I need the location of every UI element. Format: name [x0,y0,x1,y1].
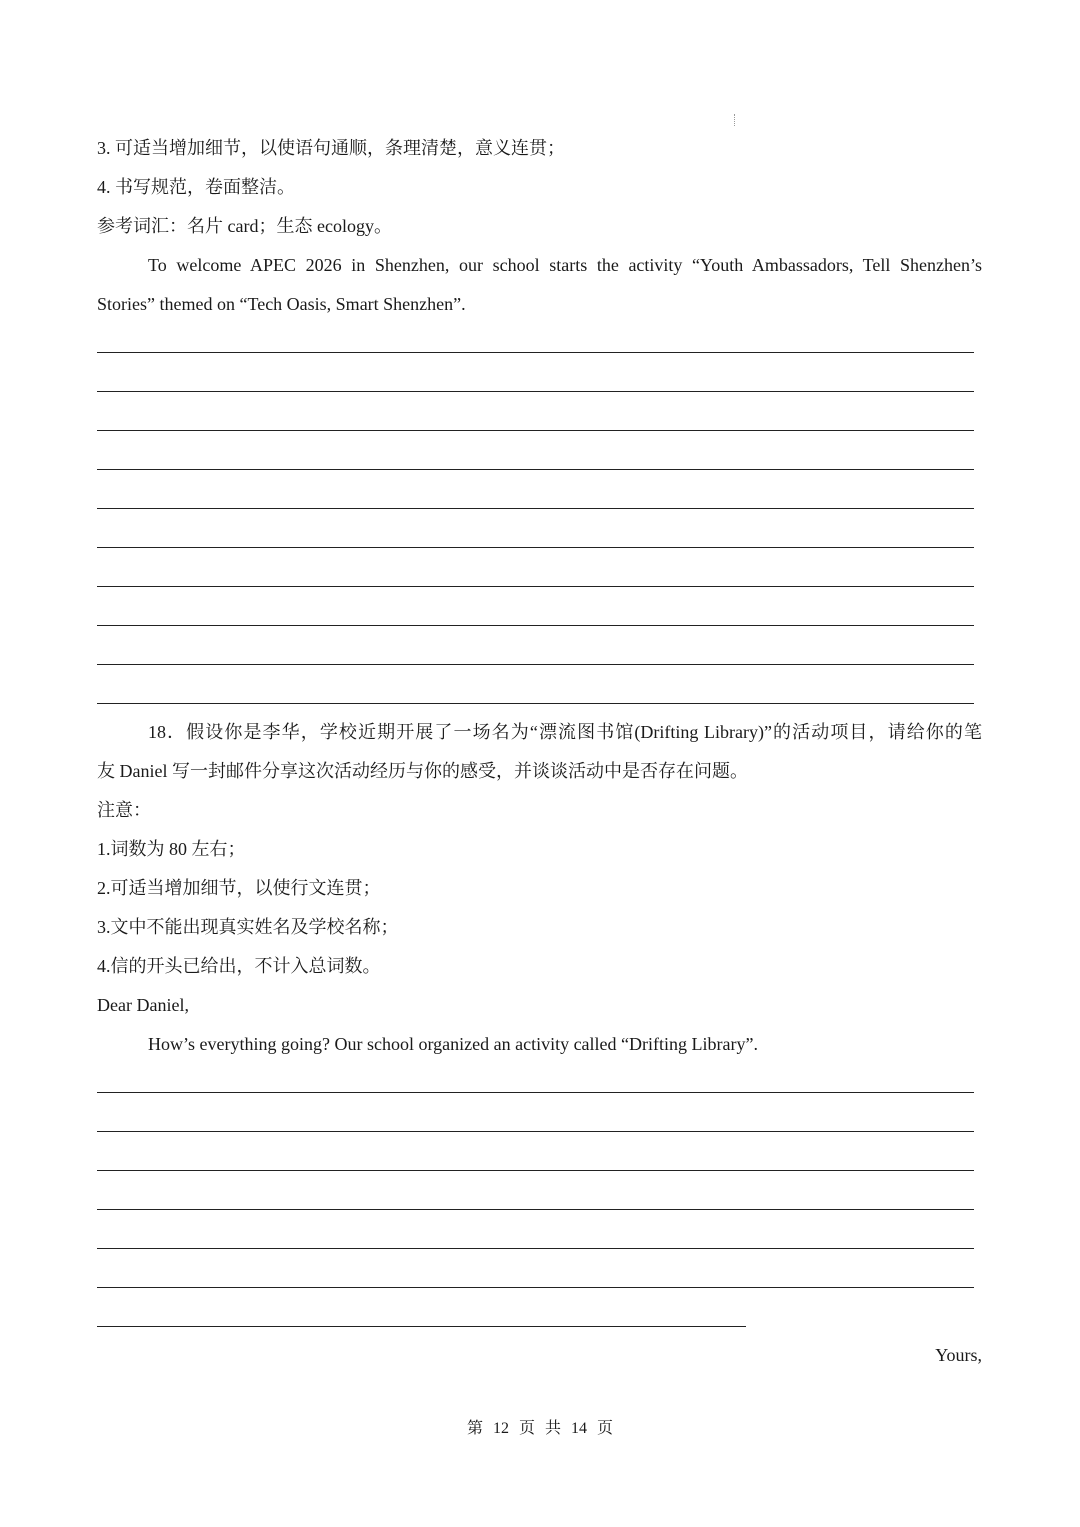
writing-line [97,508,974,509]
letter-closing: Yours, [935,1345,982,1365]
writing-line [97,1248,974,1249]
writing-prompt-line-2: Stories” themed on “Tech Oasis, Smart Shenzhen”. [97,294,466,314]
writing-line [97,586,974,587]
writing-line [97,664,974,665]
writing-line [97,625,974,626]
writing-line [97,1092,974,1093]
note-item: 4.信的开头已给出，不计入总词数。 [97,956,381,976]
writing-line-short [97,1326,746,1327]
reference-vocabulary: 参考词汇：名片 card；生态 ecology。 [97,216,392,236]
writing-line [97,703,974,704]
writing-line [97,1209,974,1210]
task-18-line-1: 18．假设你是李华，学校近期开展了一场名为“漂流图书馆(Drifting Library)”的活动项目，请给你的笔 [148,722,982,742]
note-item: 1.词数为 80 左右； [97,839,246,859]
writing-line [97,430,974,431]
note-item: 2.可适当增加细节，以使行文连贯； [97,878,381,898]
letter-salutation: Dear Daniel, [97,995,189,1015]
note-item: 3.文中不能出现真实姓名及学校名称； [97,917,399,937]
writing-line [97,352,974,353]
page-number: 第 12 页 共 14 页 [466,1420,613,1437]
requirement-4: 4. 书写规范，卷面整洁。 [97,177,295,197]
writing-line [97,391,974,392]
writing-line [97,1131,974,1132]
writing-prompt-line-1: To welcome APEC 2026 in Shenzhen, our school starts the activity “Youth Ambassadors, Tell Shenzhen’s [148,255,982,275]
notes-heading: 注意： [97,800,151,820]
task-18-line-2: 友 Daniel 写一封邮件分享这次活动经历与你的感受，并谈谈活动中是否存在问题。 [97,761,748,781]
writing-line [97,547,974,548]
letter-opening: How’s everything going? Our school organized an activity called “Drifting Library”. [148,1034,758,1054]
requirement-3: 3. 可适当增加细节，以使语句通顺，条理清楚，意义连贯； [97,138,565,158]
writing-line [97,1170,974,1171]
writing-line [97,469,974,470]
margin-mark [734,114,736,126]
writing-line [97,1287,974,1288]
